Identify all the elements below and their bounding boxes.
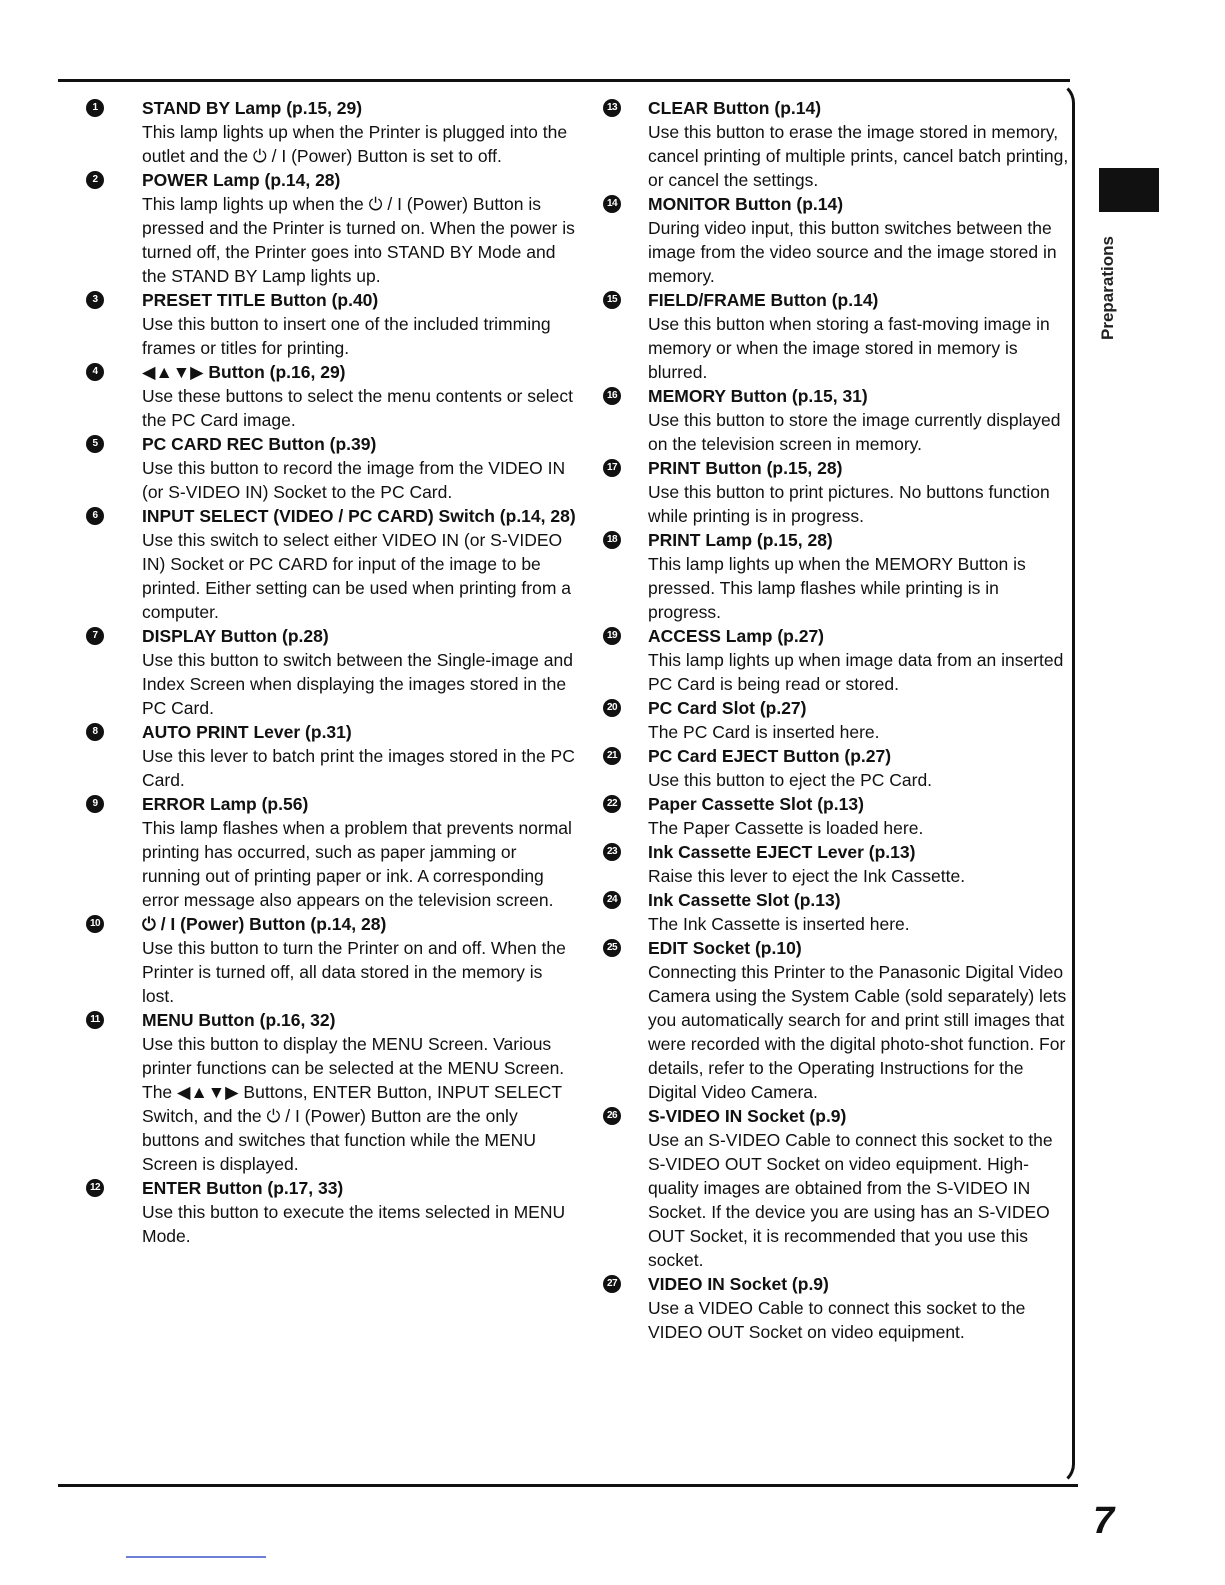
item-number-badge: 18 <box>603 531 621 549</box>
item-number-badge: 27 <box>603 1275 621 1293</box>
item-title: PC Card EJECT Button (p.27) <box>648 746 892 766</box>
item-title: Ink Cassette Slot (p.13) <box>648 890 841 910</box>
item-description: This lamp lights up when the ⏻ / I (Power) Button is pressed and the Printer is turned on. When the power is turned off, the Printer goes into STAND BY Mode and the STAND BY Lamp lights up. <box>142 194 575 286</box>
item-number-badge: 25 <box>603 939 621 957</box>
bottom-link-underline <box>126 1556 266 1558</box>
list-item <box>92 720 578 792</box>
item-number-badge: 13 <box>603 99 621 117</box>
item-number-badge: 14 <box>603 195 621 213</box>
item-description: The PC Card is inserted here. <box>648 722 880 742</box>
item-number-badge: 17 <box>603 459 621 477</box>
list-item <box>606 528 1069 624</box>
item-description: Use this button to insert one of the included trimming frames or titles for printing. <box>142 314 551 358</box>
item-description: Use this button to turn the Printer on and off. When the Printer is turned off, all data stored in the memory is lost. <box>142 938 566 1006</box>
item-number-badge: 23 <box>603 843 621 861</box>
item-title: PRESET TITLE Button (p.40) <box>142 290 379 310</box>
item-description: This lamp lights up when the MEMORY Button is pressed. This lamp flashes while printing is in progress. <box>648 554 1026 622</box>
item-title: PRINT Lamp (p.15, 28) <box>648 530 833 550</box>
item-description: Use this button when storing a fast-moving image in memory or when the image stored in memory is blurred. <box>648 314 1050 382</box>
item-description: Use this lever to batch print the images stored in the PC Card. <box>142 746 575 790</box>
item-title: ENTER Button (p.17, 33) <box>142 1178 344 1198</box>
list-item <box>606 288 1069 384</box>
item-number-badge: 26 <box>603 1107 621 1125</box>
item-number-badge: 2 <box>86 171 104 189</box>
item-number-badge: 19 <box>603 627 621 645</box>
list-item <box>606 624 1069 696</box>
item-title: CLEAR Button (p.14) <box>648 98 822 118</box>
item-number-badge: 24 <box>603 891 621 909</box>
item-title: ERROR Lamp (p.56) <box>142 794 309 814</box>
list-item <box>92 360 578 432</box>
item-description: Use this button to store the image currently displayed on the television screen in memory. <box>648 410 1061 454</box>
item-number-badge: 11 <box>86 1011 104 1029</box>
list-item <box>606 1272 1069 1344</box>
item-number-badge: 4 <box>86 363 104 381</box>
item-title: MONITOR Button (p.14) <box>648 194 844 214</box>
item-title: S-VIDEO IN Socket (p.9) <box>648 1106 847 1126</box>
list-item <box>92 288 578 360</box>
list-item <box>92 504 578 624</box>
item-title: FIELD/FRAME Button (p.14) <box>648 290 879 310</box>
list-item <box>606 96 1069 192</box>
item-number-badge: 10 <box>86 915 104 933</box>
item-description: Use this switch to select either VIDEO IN (or S-VIDEO IN) Socket or PC CARD for input of the image to be printed. Either setting can be used when printing from a computer. <box>142 530 571 622</box>
list-item <box>90 1008 578 1176</box>
item-description: Use this button to display the MENU Screen. Various printer functions can be selected at the MENU Screen. The ◀▲▼▶ Buttons, ENTER Button, INPUT SELECT Switch, and the ⏻ / I (Power) Button are the only buttons and switches that function while the MENU Screen is displayed. <box>142 1034 565 1174</box>
item-description: Use a VIDEO Cable to connect this socket to the VIDEO OUT Socket on video equipment. <box>648 1298 1026 1342</box>
item-number-badge: 9 <box>86 795 104 813</box>
item-description: Use these buttons to select the menu contents or select the PC Card image. <box>142 386 573 430</box>
item-title: VIDEO IN Socket (p.9) <box>648 1274 829 1294</box>
item-description: Use this button to print pictures. No buttons function while printing is in progress. <box>648 482 1050 526</box>
item-description: Use an S-VIDEO Cable to connect this socket to the S-VIDEO OUT Socket on video equipment. High-quality images are obtained from the S-VIDEO IN Socket. If the device you are using has an S-VIDEO OUT Socket, it is recommended that you use this socket. <box>648 1130 1053 1270</box>
list-item <box>92 624 578 720</box>
list-item <box>606 840 1069 888</box>
item-number-badge: 21 <box>603 747 621 765</box>
item-number-badge: 22 <box>603 795 621 813</box>
item-title: STAND BY Lamp (p.15, 29) <box>142 98 363 118</box>
list-item <box>606 384 1069 456</box>
item-number-badge: 8 <box>86 723 104 741</box>
section-tab-marker <box>1099 168 1159 212</box>
item-description: Use this button to switch between the Single-image and Index Screen when displaying the images stored in the PC Card. <box>142 650 573 718</box>
item-title: PC Card Slot (p.27) <box>648 698 807 718</box>
item-description: During video input, this button switches between the image from the video source and the image stored in memory. <box>648 218 1057 286</box>
item-number-badge: 7 <box>86 627 104 645</box>
item-title: ACCESS Lamp (p.27) <box>648 626 824 646</box>
list-item <box>89 1176 578 1248</box>
list-item <box>606 192 1069 288</box>
item-number-badge: 3 <box>86 291 104 309</box>
item-title: Paper Cassette Slot (p.13) <box>648 794 864 814</box>
bottom-rule <box>58 1484 1078 1487</box>
right-column <box>606 96 1069 1344</box>
list-item <box>606 456 1069 528</box>
item-description: This lamp lights up when image data from an inserted PC Card is being read or stored. <box>648 650 1064 694</box>
list-item <box>92 432 578 504</box>
item-title: AUTO PRINT Lever (p.31) <box>142 722 352 742</box>
item-title: Ink Cassette EJECT Lever (p.13) <box>648 842 916 862</box>
item-number-badge: 15 <box>603 291 621 309</box>
item-description: This lamp lights up when the Printer is plugged into the outlet and the ⏻ / I (Power) Button is set to off. <box>142 122 568 166</box>
item-description: The Ink Cassette is inserted here. <box>648 914 910 934</box>
list-item <box>606 744 1069 792</box>
left-column <box>89 96 578 1248</box>
item-title: EDIT Socket (p.10) <box>648 938 802 958</box>
item-number-badge: 5 <box>86 435 104 453</box>
item-title: PRINT Button (p.15, 28) <box>648 458 843 478</box>
item-description: Use this button to eject the PC Card. <box>648 770 933 790</box>
list-item <box>89 912 578 1008</box>
item-title: PC CARD REC Button (p.39) <box>142 434 377 454</box>
item-number-badge: 12 <box>86 1179 104 1197</box>
item-description: Use this button to execute the items selected in MENU Mode. <box>142 1202 566 1246</box>
item-description: This lamp flashes when a problem that prevents normal printing has occurred, such as paper jamming or running out of printing paper or ink. A corresponding error message also appears on the television screen. <box>142 818 572 910</box>
item-description: Connecting this Printer to the Panasonic Digital Video Camera using the System Cable (sold separately) lets you automatically search for and print still images that were recorded with the digital photo-shot function. For details, refer to the Operating Instructions for the Digital Video Camera. <box>648 962 1067 1102</box>
list-item <box>92 792 578 912</box>
list-item <box>606 936 1069 1104</box>
top-rule <box>58 79 1070 82</box>
item-title: INPUT SELECT (VIDEO / PC CARD) Switch (p.14, 28) <box>142 506 576 526</box>
item-title: DISPLAY Button (p.28) <box>142 626 329 646</box>
page-number: 7 <box>1093 1500 1115 1542</box>
item-description: Raise this lever to eject the Ink Cassette. <box>648 866 966 886</box>
item-title: ⏻ / I (Power) Button (p.14, 28) <box>142 914 387 934</box>
item-description: The Paper Cassette is loaded here. <box>648 818 924 838</box>
list-item <box>606 696 1069 744</box>
item-number-badge: 1 <box>86 99 104 117</box>
item-number-badge: 6 <box>86 507 104 525</box>
list-item <box>606 888 1069 936</box>
list-item <box>606 792 1069 840</box>
list-item <box>92 168 578 288</box>
item-title: MEMORY Button (p.15, 31) <box>648 386 868 406</box>
item-title: ◀▲▼▶ Button (p.16, 29) <box>142 362 346 382</box>
item-number-badge: 16 <box>603 387 621 405</box>
item-number-badge: 20 <box>603 699 621 717</box>
list-item <box>92 96 578 168</box>
list-item <box>606 1104 1069 1272</box>
item-title: MENU Button (p.16, 32) <box>142 1010 336 1030</box>
item-description: Use this button to record the image from the VIDEO IN (or S-VIDEO IN) Socket to the PC Card. <box>142 458 566 502</box>
item-title: POWER Lamp (p.14, 28) <box>142 170 341 190</box>
section-label: Preparations <box>1098 236 1117 340</box>
item-description: Use this button to erase the image stored in memory, cancel printing of multiple prints, cancel batch printing, or cancel the settings. <box>648 122 1069 190</box>
